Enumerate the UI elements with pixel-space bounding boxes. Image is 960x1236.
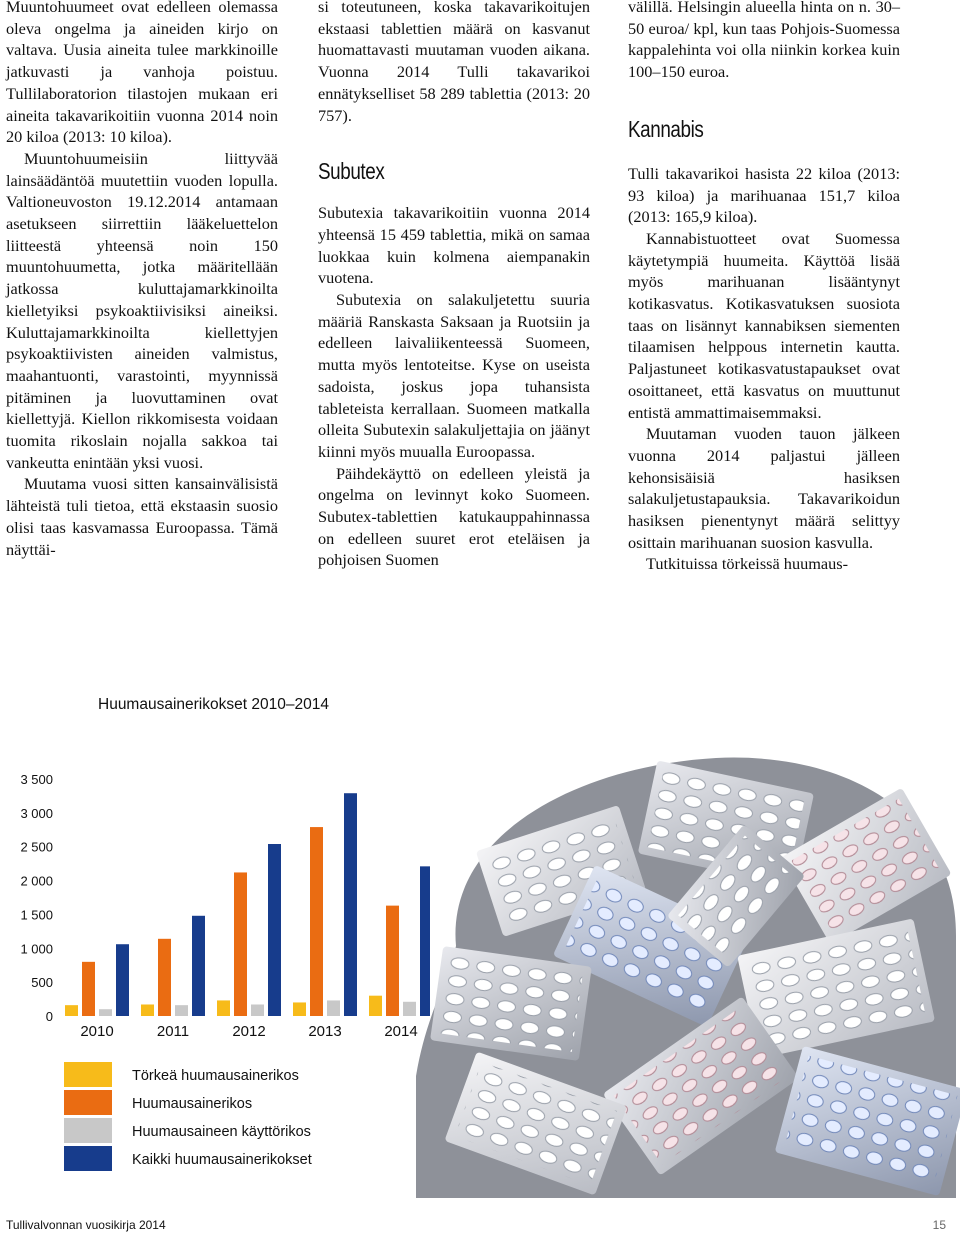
bar-2010-1 bbox=[65, 1005, 78, 1016]
y-tick-label: 1 500 bbox=[20, 907, 53, 923]
bar-2011-1 bbox=[141, 1004, 154, 1016]
legend-swatch bbox=[64, 1062, 112, 1087]
y-tick-label: 3 000 bbox=[20, 805, 53, 821]
bar-2012-3 bbox=[251, 1004, 264, 1016]
legend-swatch bbox=[64, 1090, 112, 1115]
bar-2012-1 bbox=[217, 1000, 230, 1016]
legend-swatch bbox=[64, 1146, 112, 1171]
footer-publication: Tullivalvonnan vuosikirja 2014 bbox=[6, 1218, 166, 1232]
legend-label: Kaikki huumausainerikokset bbox=[132, 1152, 312, 1168]
legend-item bbox=[64, 1118, 364, 1144]
bar-2010-4 bbox=[116, 944, 129, 1016]
bar-2010-3 bbox=[99, 1009, 112, 1016]
bar-2014-3 bbox=[403, 1002, 416, 1016]
y-tick-label: 1 000 bbox=[20, 941, 53, 957]
text-column-2 bbox=[318, 0, 590, 571]
paragraph: Muuntohuumeet ovat edelleen olemassa oleva ongelma ja aineiden kirjo on valtava. Uusia aineita tulee markkinoille jatkuvasti ja vanhoja poistuu. Tullilaboratorion tilastojen mukaan eri aineita takavarikoitiin vuonna 2014 noin 20 kiloa (2013: 10 kiloa). bbox=[6, 0, 278, 147]
bar-2013-1 bbox=[293, 1002, 306, 1016]
text-column-3 bbox=[628, 0, 900, 575]
legend-swatch bbox=[64, 1118, 112, 1143]
legend-item bbox=[64, 1090, 364, 1116]
paragraph: välillä. Helsingin alueella hinta on n. 30–50 euroa/ kpl, kun taas Pohjois-Suomessa kappalehinta voi olla niinkin korkea kuin 100–150 euroa. bbox=[628, 0, 900, 82]
bar-2010-2 bbox=[82, 962, 95, 1016]
bar-2011-2 bbox=[158, 939, 171, 1016]
legend-label: Huumausainerikos bbox=[132, 1096, 253, 1112]
paragraph: si toteutuneen, koska takavarikoitujen ekstaasi tablettien määrä on kasvanut huomattavasti muutaman vuoden aikana. Vuonna 2014 Tulli takavarikoi ennätykselliset 58 289 tablettia (2013: 20 757). bbox=[318, 0, 590, 125]
y-tick-label: 2 000 bbox=[20, 873, 53, 889]
text-column-1 bbox=[6, 0, 278, 560]
legend-item bbox=[64, 1062, 364, 1088]
paragraph: Muutama vuosi sitten kansainvälisistä lähteistä tuli tietoa, että ekstaasin suosio olisi taas kasvamassa Euroopassa. Tämä näyttäi- bbox=[6, 474, 278, 559]
x-tick-label: 2012 bbox=[232, 1023, 266, 1040]
bar-2013-3 bbox=[327, 1000, 340, 1016]
paragraph: Muuntohuumeisiin liittyvää lainsäädäntöä muutettiin vuoden lopulla. Valtioneuvoston 19.12.2014 antamaan asetukseen siirrettiin lääkeluettelon liitteestä yhteensä noin 150 muuntohuumetta, jotka määritellään jatkossa kuluttajamarkkinoilta kielletyiksi psykoaktiivisiksi aineiksi. Kuluttajamarkkinoilta kiellettyjen psykoaktiivisten aineiden valmistus, maahantuonti, varastointi, myynnissä pitäminen ja luovuttaminen ovat kiellettyjä. Kiellon rikkomisesta voidaan tuomita rikoslain nojalla sakkoa tai vankeutta enintään yksi vuosi. bbox=[6, 148, 278, 472]
section-heading-kannabis: Kannabis bbox=[628, 115, 704, 142]
bar-2013-2 bbox=[310, 827, 323, 1016]
legend-item bbox=[64, 1146, 364, 1172]
legend-label: Törkeä huumausainerikos bbox=[132, 1068, 299, 1084]
y-tick-label: 3 500 bbox=[20, 772, 53, 787]
page-number: 15 bbox=[932, 1218, 946, 1232]
bar-2013-4 bbox=[344, 793, 357, 1016]
bar-2012-4 bbox=[268, 844, 281, 1016]
bar-2014-1 bbox=[369, 996, 382, 1016]
paragraph: Muutaman vuoden tauon jälkeen vuonna 2014 paljastui jälleen kehonsisäisiä hasiksen salakuljetustapauksia. Takavarikoidun hasiksen pienentynyt määrä selittyy osittain marihuanan suosion kasvulla. bbox=[628, 424, 900, 552]
bar-2011-3 bbox=[175, 1005, 188, 1016]
legend-label: Huumausaineen käyttörikos bbox=[132, 1124, 311, 1140]
paragraph: Subutexia takavarikoitiin vuonna 2014 yhteensä 15 459 tablettia, mikä on samaa luokkaa kuin kolmena aiempanakin vuotena. bbox=[318, 203, 590, 288]
x-tick-label: 2011 bbox=[156, 1023, 190, 1040]
paragraph: Tulli takavarikoi hasista 22 kiloa (2013: 93 kiloa) ja marihuanaa 151,7 kiloa (2013: 165,9 kiloa). bbox=[628, 163, 900, 227]
x-tick-label: 2010 bbox=[80, 1023, 114, 1040]
x-tick-label: 2013 bbox=[308, 1023, 342, 1040]
paragraph: Päihdekäyttö on edelleen yleistä ja ongelma on levinnyt koko Suomeen. Subutex-tablettien katukauppahinnassa on edelleen suuret erot eteläisen ja pohjoisen Suomen bbox=[318, 463, 590, 570]
paragraph: Tutkituissa törkeissä huumaus- bbox=[646, 554, 849, 574]
y-tick-label: 0 bbox=[45, 1009, 53, 1024]
bar-2011-4 bbox=[192, 916, 205, 1016]
bar-2012-2 bbox=[234, 872, 247, 1016]
paragraph: Subutexia on salakuljetettu suuria määriä Ranskasta Saksaan ja Ruotsiin ja edelleen laivaliikenteessä Suomeen, mutta myös lentoteitse. Kyse on useista sadoista, joskus jopa tuhansista tableteista kerrallaan. Suomeen matkalla olleita Subutexin salakuljettajia on jäänyt kiinni myös muualla Euroopassa. bbox=[318, 290, 590, 461]
x-tick-label: 2014 bbox=[384, 1023, 418, 1040]
blister-packs-photo bbox=[416, 746, 960, 1198]
bar-2014-2 bbox=[386, 906, 399, 1016]
y-tick-label: 2 500 bbox=[20, 839, 53, 855]
section-heading-subutex: Subutex bbox=[318, 158, 385, 185]
chart-title: Huumausainerikokset 2010–2014 bbox=[98, 696, 329, 713]
y-tick-label: 500 bbox=[31, 975, 53, 991]
paragraph: Kannabistuotteet ovat Suomessa käytetympiä huumeita. Käyttöä lisää myös marihuanan lisääntynyt kotikasvatus. Kotikasvatuksen suosiota taas on lisännyt kannabiksen siementen tilaamisen helppous internetin kautta. Paljastuneet kotikasvatustapaukset ovat osoittaneet, että kasvatus on muuttunut entistä ammattimaisemmaksi. bbox=[628, 228, 900, 422]
bar-chart bbox=[0, 760, 430, 1050]
